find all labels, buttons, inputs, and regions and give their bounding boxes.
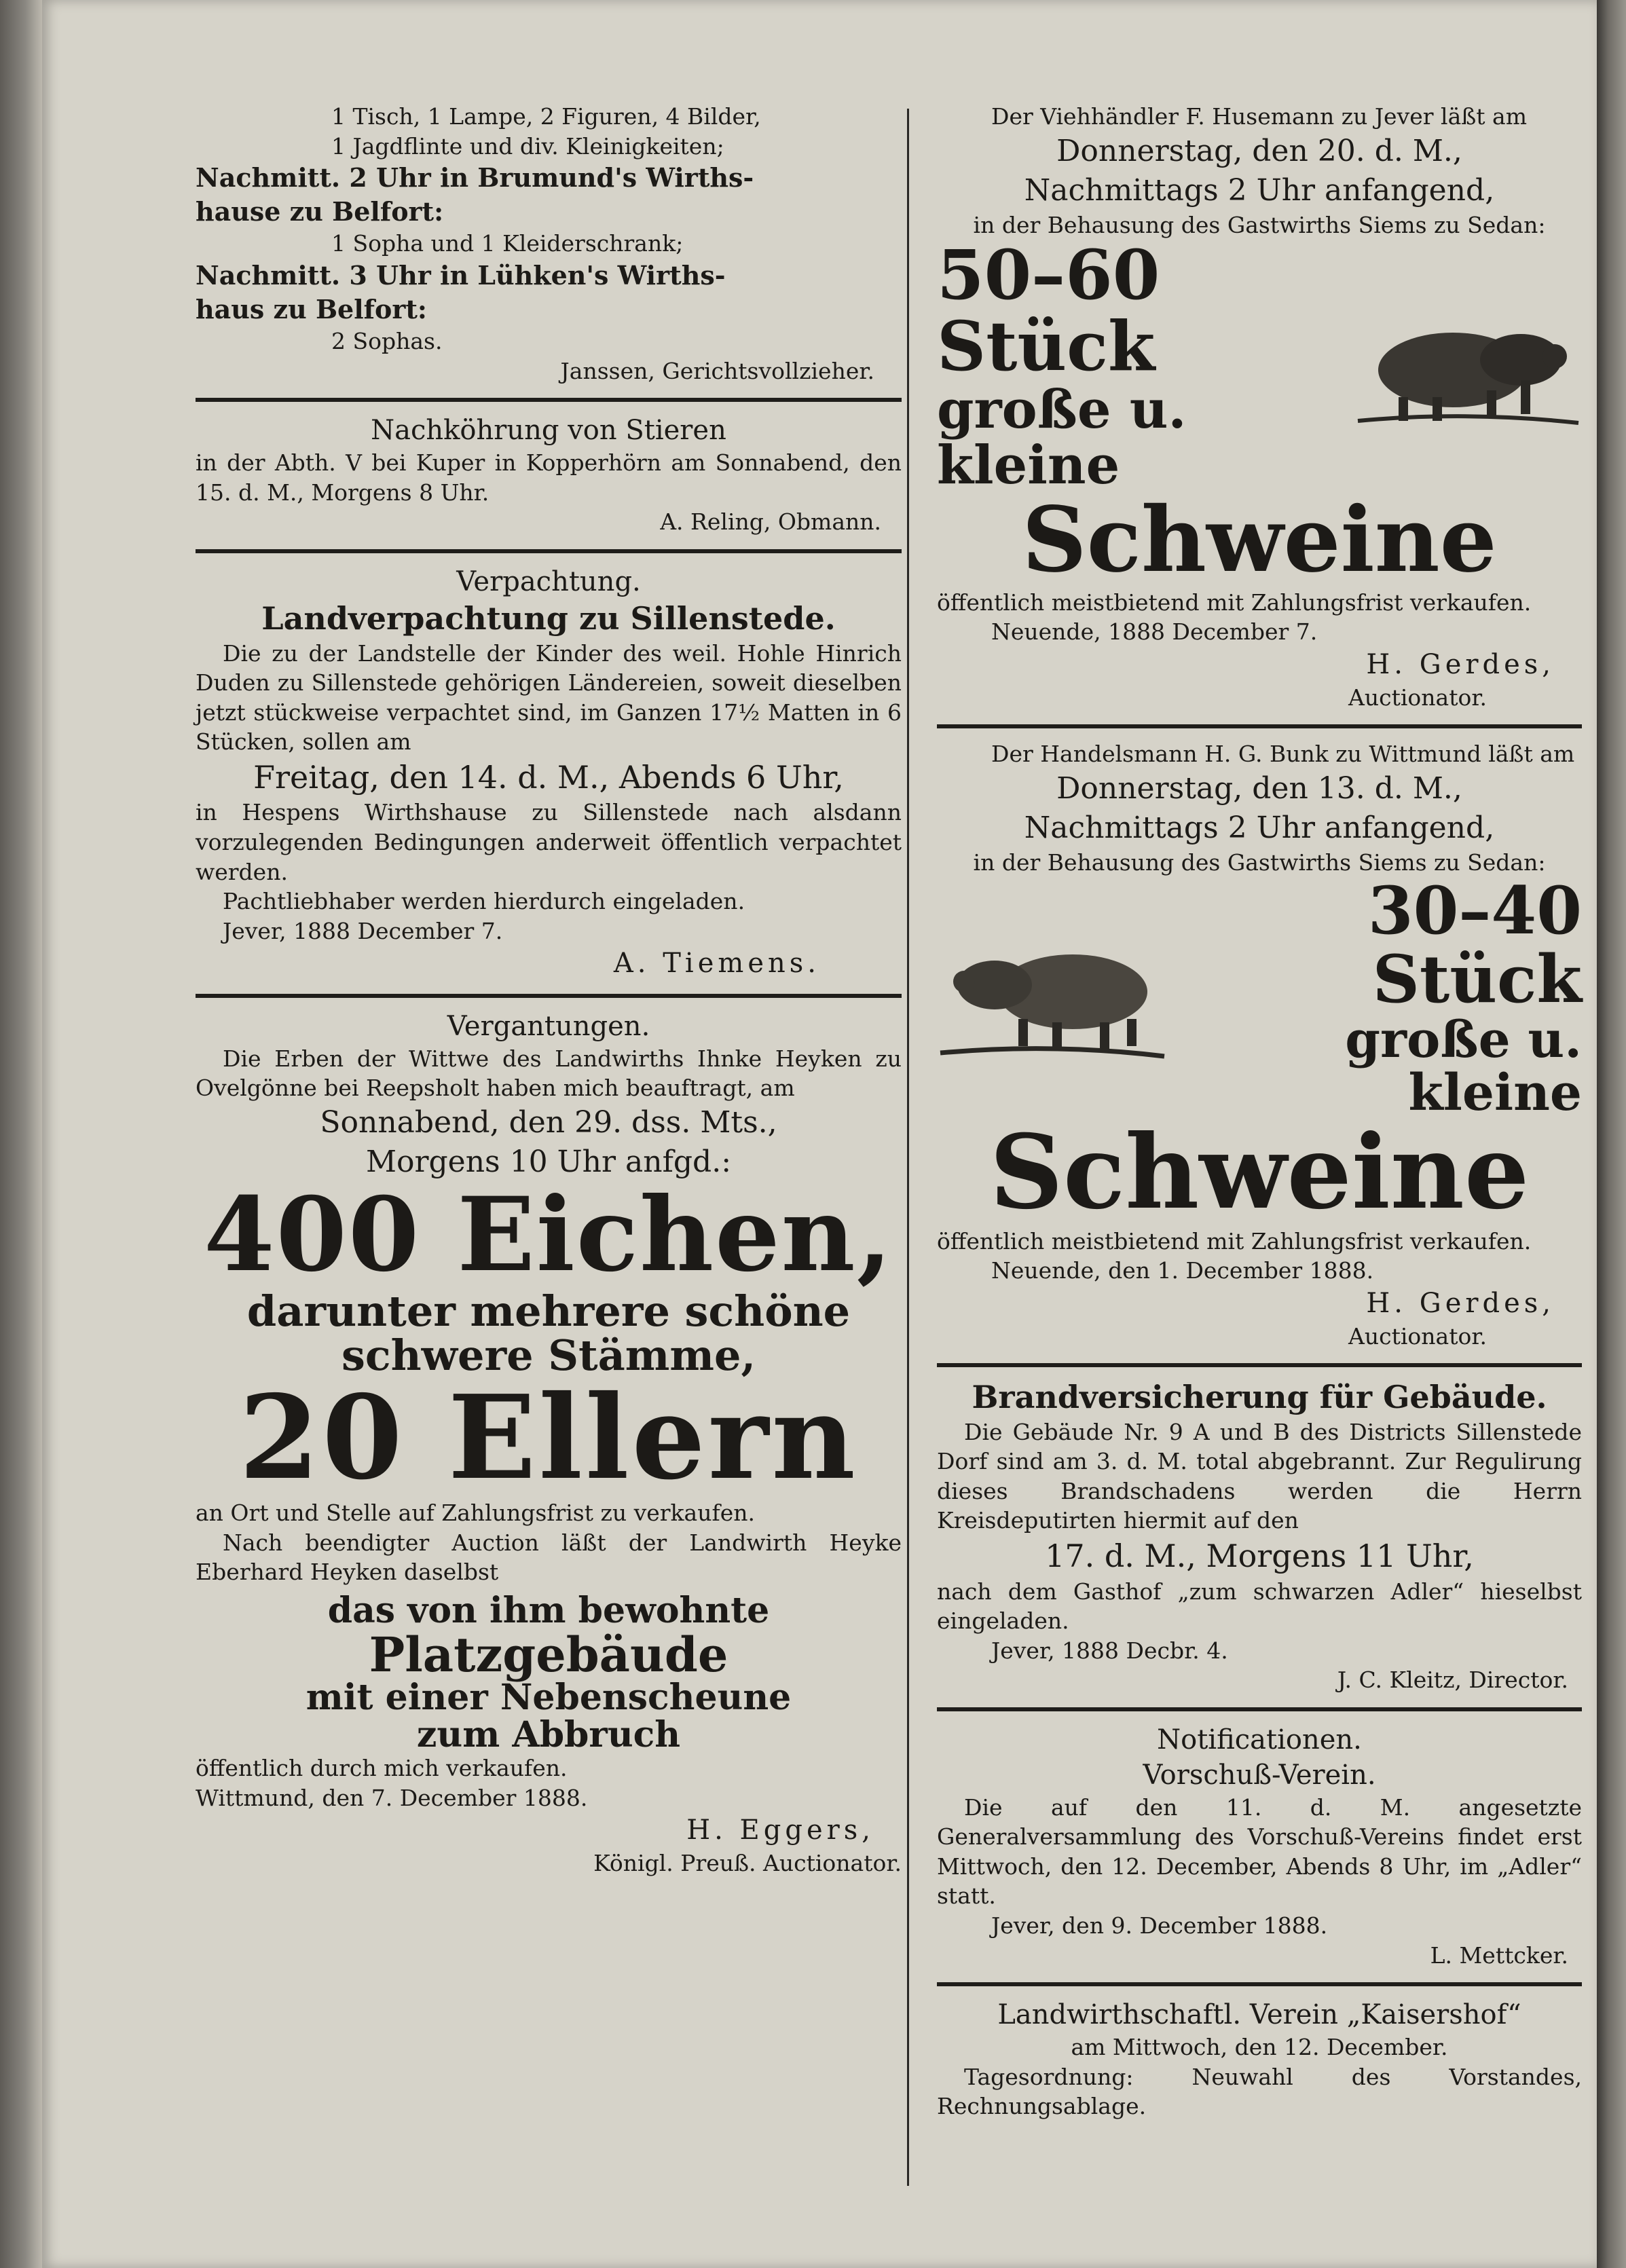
ad-subtext: das von ihm bewohnte <box>327 1590 770 1632</box>
ad-body: Der Viehhändler F. Husemann zu Jever läßt am <box>991 103 1528 130</box>
pig-illustration <box>937 924 1168 1074</box>
ad-body: Nach beendigter Auction läßt der Landwirth Heyke Eberhard Heyken daselbst <box>196 1529 902 1586</box>
ad-big-text: Schweine <box>1022 487 1497 593</box>
list-item: 1 Jagdflinte und div. Kleinigkeiten; <box>331 132 724 160</box>
ad-heading: Nachköhrung von Stieren <box>371 415 726 447</box>
list-item: 1 Sopha und 1 Kleiderschrank; <box>331 230 684 257</box>
ad-date: am Mittwoch, den 12. December. <box>1071 2034 1448 2061</box>
ad-heading: Landwirthschaftl. Verein „Kaisershof“ <box>997 1999 1521 2031</box>
ad-heading: Brandversicherung für Gebäude. <box>972 1379 1547 1416</box>
count-with-illustration <box>937 872 1582 1122</box>
list-item: Nachmitt. 3 Uhr in Lühken's Wirths- <box>196 259 726 291</box>
count-block <box>1168 872 1582 1122</box>
ad-date: Nachmittags 2 Uhr anfangend, <box>1024 810 1495 845</box>
divider <box>937 1707 1582 1711</box>
ad-stiere <box>196 413 902 537</box>
ad-subtext: schwere Stämme, <box>341 1330 756 1380</box>
signature: A. Reling, Obmann. <box>660 508 881 536</box>
ad-kaisershof <box>937 1997 1582 2121</box>
ad-notificationen <box>937 1722 1582 1970</box>
place-date: Jever, den 9. December 1888. <box>991 1912 1328 1939</box>
signature: J. C. Kleitz, Director. <box>1337 1667 1568 1694</box>
ad-subtext: große u. kleine <box>937 379 1187 497</box>
ad-body: in der Behausung des Gastwirths Siems zu Sedan: <box>973 211 1546 238</box>
ad-subtext: mit einer Nebenscheune <box>306 1677 792 1719</box>
ad-body: Die Gebäude Nr. 9 A und B des Districts Sillenstede Dorf sind am 3. d. M. total abgebrannt. Zur Regulirung dieses Brandschadens werden die Herrn Kreisdeputirten hiermit auf den <box>937 1418 1582 1534</box>
ad-date: Donnerstag, den 13. d. M., <box>1056 770 1462 806</box>
ad-body: in Hespens Wirthshause zu Sillenstede nach alsdann vorzulegenden Bedingungen anderweit öffentlich verpachtet werden. <box>196 799 902 885</box>
pig-icon <box>937 924 1168 1066</box>
place-date: Jever, 1888 December 7. <box>223 917 503 944</box>
ad-vergantungen <box>196 1009 902 1878</box>
place-date: Neuende, 1888 December 7. <box>991 618 1318 646</box>
left-column <box>196 102 902 1878</box>
ad-body: an Ort und Stelle auf Zahlungsfrist zu verkaufen. <box>196 1500 755 1527</box>
ad-date: 17. d. M., Morgens 11 Uhr, <box>1045 1537 1474 1574</box>
ad-body: öffentlich meistbietend mit Zahlungsfrist verkaufen. <box>937 589 1532 616</box>
ad-body: Die Erben der Wittwe des Landwirths Ihnke Heyken zu Ovelgönne bei Reepsholt haben mich beauftragt, am <box>196 1045 902 1102</box>
ad-date: Donnerstag, den 20. d. M., <box>1056 133 1462 168</box>
list-item: 2 Sophas. <box>331 328 443 355</box>
ad-body: Der Handelsmann H. G. Bunk zu Wittmund läßt am <box>991 741 1575 768</box>
ad-date: Morgens 10 Uhr anfgd.: <box>365 1145 732 1180</box>
divider <box>937 724 1582 728</box>
ad-body: Die auf den 11. d. M. angesetzte Generalversammlung des Vorschuß-Vereins findet erst Mittwoch, den 12. December, Abends 8 Uhr, im „Adler“ statt. <box>937 1793 1582 1910</box>
ad-brandversicherung <box>937 1378 1582 1695</box>
divider <box>196 549 902 553</box>
column-divider <box>907 109 909 2186</box>
ad-schweine-2 <box>937 739 1582 1351</box>
list-item: hause zu Belfort: <box>196 196 444 227</box>
divider <box>937 1982 1582 1986</box>
section-heading: Vergantungen. <box>447 1010 650 1042</box>
pig-icon <box>1351 295 1582 431</box>
place-date: Jever, 1888 Decbr. 4. <box>991 1637 1228 1664</box>
place-date: Neuende, den 1. December 1888. <box>991 1257 1374 1284</box>
ad-subtext: darunter mehrere schöne <box>246 1286 851 1336</box>
pig-illustration <box>1351 295 1582 439</box>
divider <box>196 398 902 402</box>
ad-subtext: zum Abbruch <box>416 1713 681 1755</box>
ad-body: in der Abth. V bei Kuper in Kopperhörn am Sonnabend, den 15. d. M., Morgens 8 Uhr. <box>196 449 902 506</box>
ad-big-text: 400 Eichen, <box>204 1175 893 1295</box>
ad-date: Freitag, den 14. d. M., Abends 6 Uhr, <box>253 758 844 796</box>
divider <box>196 994 902 998</box>
ad-schweine-1 <box>937 102 1582 712</box>
signature: H. Gerdes, <box>1366 648 1555 680</box>
list-item: Nachmitt. 2 Uhr in Brumund's Wirths- <box>196 162 754 193</box>
ad-date: Nachmittags 2 Uhr anfangend, <box>1024 172 1495 208</box>
ad-date: Sonnabend, den 29. dss. Mts., <box>320 1105 777 1140</box>
list-item: haus zu Belfort: <box>196 294 427 325</box>
ad-big-text: 30–40 Stück <box>1367 872 1582 1018</box>
ad-heading: Landverpachtung zu Sillenstede. <box>261 600 836 637</box>
ad-big-text: Schweine <box>989 1113 1530 1233</box>
ad-big-text: Platzgebäude <box>369 1626 728 1683</box>
ad-body: Pachtliebhaber werden hierdurch eingeladen. <box>223 888 745 915</box>
count-with-illustration <box>937 235 1582 497</box>
signature-title: Auctionator. <box>1348 1322 1487 1350</box>
ad-body: öffentlich durch mich verkaufen. <box>196 1755 568 1782</box>
signature: L. Mettcker. <box>1430 1941 1568 1969</box>
ad-big-text: 20 Ellern <box>239 1369 858 1506</box>
list-item: 1 Tisch, 1 Lampe, 2 Figuren, 4 Bilder, <box>331 103 761 130</box>
ad-body: Die zu der Landstelle der Kinder des weil. Hohle Hinrich Duden zu Sillenstede gehörigen Ländereien, soweit dieselben jetzt stückweise verpachtet sind, im Ganzen 17½ Matten in 6 Stücken, sollen am <box>196 639 902 756</box>
signature: H. Eggers, <box>686 1815 874 1846</box>
divider <box>937 1363 1582 1367</box>
ad-big-text: 50–60 Stück <box>937 235 1160 387</box>
ad-verpachtung <box>196 564 902 982</box>
signature: A. Tiemens. <box>613 948 820 980</box>
ad-body: nach dem Gasthof „zum schwarzen Adler“ hieselbst eingeladen. <box>937 1578 1582 1635</box>
count-block <box>937 235 1351 497</box>
ad-body: Tagesordnung: Neuwahl des Vorstandes, Rechnungsablage. <box>937 2063 1582 2120</box>
ad-body: öffentlich meistbietend mit Zahlungsfrist verkaufen. <box>937 1227 1532 1254</box>
section-heading: Notificationen. <box>1157 1724 1362 1755</box>
ad-subtext: große u. kleine <box>1345 1010 1582 1122</box>
right-column <box>937 102 1582 2121</box>
place-date: Wittmund, den 7. December 1888. <box>196 1784 588 1811</box>
signature: Janssen, Gerichtsvollzieher. <box>560 357 874 384</box>
ad-heading: Vorschuß-Verein. <box>1143 1759 1376 1791</box>
section-heading: Verpachtung. <box>456 566 641 597</box>
signature-title: Auctionator. <box>1348 684 1487 711</box>
book-binding <box>0 0 42 2268</box>
signature: H. Gerdes, <box>1366 1287 1555 1319</box>
page-edge <box>1597 0 1626 2268</box>
ad-body: in der Behausung des Gastwirths Siems zu Sedan: <box>973 849 1546 876</box>
signature-title: Königl. Preuß. Auctionator. <box>593 1850 902 1877</box>
auction-list <box>196 102 902 386</box>
